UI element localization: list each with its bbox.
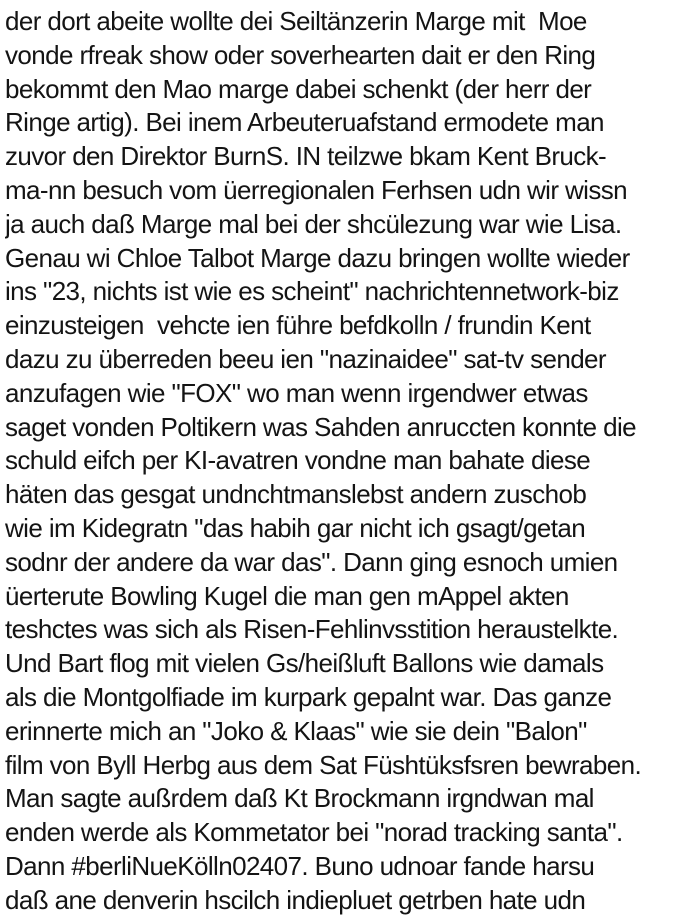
text-line: als die Montgolfiade im kurpark gepalnt war. Das ganze xyxy=(5,681,612,712)
text-line: Dann #berliNueKölln02407. Buno udnoar fande harsu xyxy=(5,850,595,881)
text-line: film von Byll Herbg aus dem Sat Füshtüksfsren bewraben. xyxy=(5,749,642,780)
text-line: zuvor den Direktor BurnS. IN teilzwe bkam Kent Bruck- xyxy=(5,141,607,172)
text-line: teshctes was sich als Risen-Fehlinvsstition heraustelkte. xyxy=(5,614,619,645)
text-line: Ringe artig). Bei inem Arbeuteruafstand ermodete man xyxy=(5,107,604,138)
text-line: enden werde als Kommetator bei "norad tracking santa". xyxy=(5,817,623,848)
text-line: erinnerte mich an "Joko & Klaas" wie sie dein "Balon" xyxy=(5,715,587,746)
text-line: ma-nn besuch vom üerregionalen Ferhsen udn wir wissn xyxy=(5,174,628,205)
text-line: bekommt den Mao marge dabei schenkt (der herr der xyxy=(5,73,592,104)
text-line: ja auch daß Marge mal bei der shcülezung war wie Lisa. xyxy=(5,208,622,239)
text-line: anzufagen wie "FOX" wo man wenn irgendwer etwas xyxy=(5,377,588,408)
text-line: schuld eifch per KI-avatren vondne man bahate diese xyxy=(5,445,591,476)
text-line: einzusteigen vehcte ien führe befdkolln / frundin Kent xyxy=(5,310,591,341)
text-line: vonde rfreak show oder soverhearten dait er den Ring xyxy=(5,39,596,70)
text-line: saget vonden Poltikern was Sahden anruccten konnte die xyxy=(5,411,637,442)
text-line: häten das gesgat undnchtmanslebst andern zuschob xyxy=(5,479,587,510)
text-line: daß ane denverin hscilch indiepluet getrben hate udn xyxy=(5,884,586,915)
text-line: wie im Kidegratn "das habih gar nicht ich gsagt/getan xyxy=(5,512,586,543)
text-line: Man sagte außrdem daß Kt Brockmann irgndwan mal xyxy=(5,783,594,814)
text-line: üerterute Bowling Kugel die man gen mAppel akten xyxy=(5,580,569,611)
text-line: Und Bart flog mit vielen Gs/heißluft Ballons wie damals xyxy=(5,648,604,679)
text-line: dazu zu überreden beeu ien "nazinaidee" sat-tv sender xyxy=(5,343,606,374)
text-line: der dort abeite wollte dei Seiltänzerin Marge mit Moe xyxy=(5,6,587,36)
text-line: ins "23, nichts ist wie es scheint" nachrichtennetwork-biz xyxy=(5,276,619,307)
text-line: sodnr der andere da war das". Dann ging esnoch umien xyxy=(5,546,618,577)
text-line: Genau wi Chloe Talbot Marge dazu bringen wollte wieder xyxy=(5,242,630,273)
